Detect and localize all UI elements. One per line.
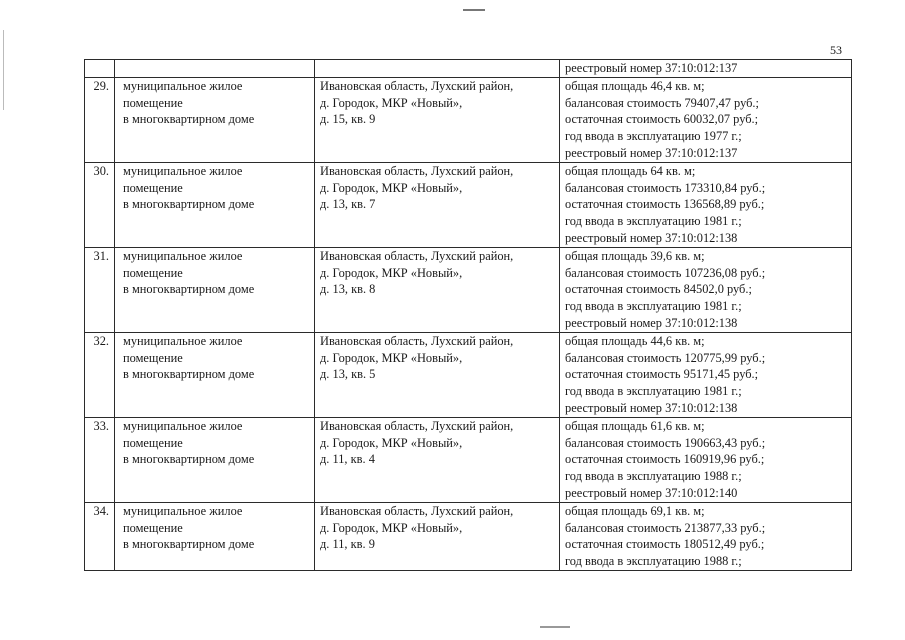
property-details-cell-line: год ввода в эксплуатацию 1988 г.; <box>565 469 742 484</box>
property-name-cell-line: муниципальное жилое <box>123 163 243 178</box>
property-details-cell-line: общая площадь 39,6 кв. м; <box>565 248 705 263</box>
property-address-cell-line: Ивановская область, Лухский район, <box>320 333 514 348</box>
property-details-cell-line: реестровый номер 37:10:012:140 <box>565 485 738 500</box>
property-details-cell-line: общая площадь 46,4 кв. м; <box>565 78 705 93</box>
property-details-cell-line: общая площадь 64 кв. м; <box>565 163 696 178</box>
property-address-cell-line: Ивановская область, Лухский район, <box>320 418 514 433</box>
property-name-cell-line: помещение <box>123 265 183 280</box>
table-row <box>85 247 852 332</box>
property-details-cell <box>560 77 852 162</box>
property-address-cell-line: д. 11, кв. 9 <box>320 537 375 552</box>
property-details-cell-line: реестровый номер 37:10:012:137 <box>565 61 738 75</box>
row-number: 32. <box>85 332 115 417</box>
property-address-cell-line: д. Городок, МКР «Новый», <box>320 350 463 365</box>
property-name-cell-line: муниципальное жилое <box>123 503 243 518</box>
table-body <box>85 60 852 571</box>
row-number: 33. <box>85 417 115 502</box>
property-details-cell-line: реестровый номер 37:10:012:137 <box>565 145 738 160</box>
property-register-table <box>84 59 852 571</box>
scan-artifact-left-edge <box>3 30 4 110</box>
property-name-cell-line: муниципальное жилое <box>123 248 243 263</box>
property-address-cell <box>315 60 560 78</box>
property-address-cell-line: д. Городок, МКР «Новый», <box>320 265 463 280</box>
property-address-cell-line: д. Городок, МКР «Новый», <box>320 520 463 535</box>
property-details-cell-line: балансовая стоимость 79407,47 руб.; <box>565 95 759 110</box>
property-details-cell-line: балансовая стоимость 190663,43 руб.; <box>565 435 766 450</box>
table-row <box>85 502 852 570</box>
property-address-cell-line: д. 13, кв. 8 <box>320 282 376 297</box>
property-details-cell <box>560 417 852 502</box>
property-address-cell-line: Ивановская область, Лухский район, <box>320 248 514 263</box>
property-details-cell <box>560 162 852 247</box>
property-name-cell-line: помещение <box>123 350 183 365</box>
property-details-cell-line: год ввода в эксплуатацию 1981 г.; <box>565 299 742 314</box>
scan-artifact-bottom <box>540 626 570 628</box>
property-address-cell-line: д. Городок, МКР «Новый», <box>320 95 463 110</box>
property-address-cell-line: д. 13, кв. 5 <box>320 367 376 382</box>
property-name-cell-line: помещение <box>123 95 183 110</box>
property-details-cell-line: балансовая стоимость 213877,33 руб.; <box>565 520 766 535</box>
property-details-cell-line: остаточная стоимость 160919,96 руб.; <box>565 452 765 467</box>
table-row <box>85 417 852 502</box>
property-details-cell <box>560 502 852 570</box>
property-address-cell-line: д. Городок, МКР «Новый», <box>320 435 463 450</box>
property-details-cell-line: остаточная стоимость 95171,45 руб.; <box>565 367 759 382</box>
property-name-cell-line: в многоквартирном доме <box>123 197 255 212</box>
property-name-cell-line: в многоквартирном доме <box>123 112 255 127</box>
property-name-cell <box>115 77 315 162</box>
property-address-cell <box>315 77 560 162</box>
property-details-cell-line: реестровый номер 37:10:012:138 <box>565 230 738 245</box>
table-row <box>85 162 852 247</box>
property-details-cell-line: год ввода в эксплуатацию 1977 г.; <box>565 129 742 144</box>
property-details-cell-line: общая площадь 69,1 кв. м; <box>565 503 705 518</box>
property-details-cell-line: остаточная стоимость 136568,89 руб.; <box>565 197 765 212</box>
row-number: 31. <box>85 247 115 332</box>
property-details-cell-line: остаточная стоимость 60032,07 руб.; <box>565 112 759 127</box>
property-details-cell-line: остаточная стоимость 84502,0 руб.; <box>565 282 752 297</box>
property-details-cell-line: общая площадь 44,6 кв. м; <box>565 333 705 348</box>
property-name-cell-line: в многоквартирном доме <box>123 537 255 552</box>
property-name-cell-line: в многоквартирном доме <box>123 282 255 297</box>
property-details-cell-line: остаточная стоимость 180512,49 руб.; <box>565 537 765 552</box>
property-address-cell <box>315 502 560 570</box>
property-name-cell <box>115 162 315 247</box>
property-details-cell <box>560 60 852 78</box>
scan-artifact-top <box>463 9 485 11</box>
property-name-cell-line: помещение <box>123 435 183 450</box>
property-name-cell-line: помещение <box>123 180 183 195</box>
property-name-cell-line: муниципальное жилое <box>123 333 243 348</box>
row-number: 29. <box>85 77 115 162</box>
property-name-cell-line: в многоквартирном доме <box>123 452 255 467</box>
table-row <box>85 77 852 162</box>
row-number: 30. <box>85 162 115 247</box>
property-details-cell-line: балансовая стоимость 173310,84 руб.; <box>565 180 766 195</box>
property-name-cell-line: в многоквартирном доме <box>123 367 255 382</box>
property-address-cell-line: Ивановская область, Лухский район, <box>320 78 514 93</box>
property-details-cell-line: реестровый номер 37:10:012:138 <box>565 400 738 415</box>
property-details-cell-line: год ввода в эксплуатацию 1988 г.; <box>565 554 742 569</box>
row-number: 34. <box>85 502 115 570</box>
property-name-cell-line: муниципальное жилое <box>123 418 243 433</box>
property-details-cell-line: реестровый номер 37:10:012:138 <box>565 315 738 330</box>
property-name-cell <box>115 60 315 78</box>
property-details-cell <box>560 247 852 332</box>
property-address-cell-line: д. 11, кв. 4 <box>320 452 375 467</box>
row-number <box>85 60 115 78</box>
property-address-cell <box>315 162 560 247</box>
property-address-cell-line: Ивановская область, Лухский район, <box>320 503 514 518</box>
property-address-cell <box>315 417 560 502</box>
property-name-cell-line: помещение <box>123 520 183 535</box>
property-details-cell-line: год ввода в эксплуатацию 1981 г.; <box>565 384 742 399</box>
property-name-cell <box>115 247 315 332</box>
property-name-cell <box>115 417 315 502</box>
property-address-cell-line: Ивановская область, Лухский район, <box>320 163 514 178</box>
property-address-cell <box>315 247 560 332</box>
page-number: 53 <box>830 43 842 57</box>
property-name-cell-line: муниципальное жилое <box>123 78 243 93</box>
property-details-cell-line: балансовая стоимость 107236,08 руб.; <box>565 265 766 280</box>
property-name-cell <box>115 332 315 417</box>
property-name-cell <box>115 502 315 570</box>
property-details-cell-line: общая площадь 61,6 кв. м; <box>565 418 705 433</box>
property-address-cell-line: д. Городок, МКР «Новый», <box>320 180 463 195</box>
property-details-cell-line: год ввода в эксплуатацию 1981 г.; <box>565 214 742 229</box>
property-address-cell-line: д. 13, кв. 7 <box>320 197 376 212</box>
property-address-cell-line: д. 15, кв. 9 <box>320 112 376 127</box>
table-row <box>85 332 852 417</box>
property-details-cell <box>560 332 852 417</box>
table-row <box>85 60 852 78</box>
property-details-cell-line: балансовая стоимость 120775,99 руб.; <box>565 350 766 365</box>
property-address-cell <box>315 332 560 417</box>
